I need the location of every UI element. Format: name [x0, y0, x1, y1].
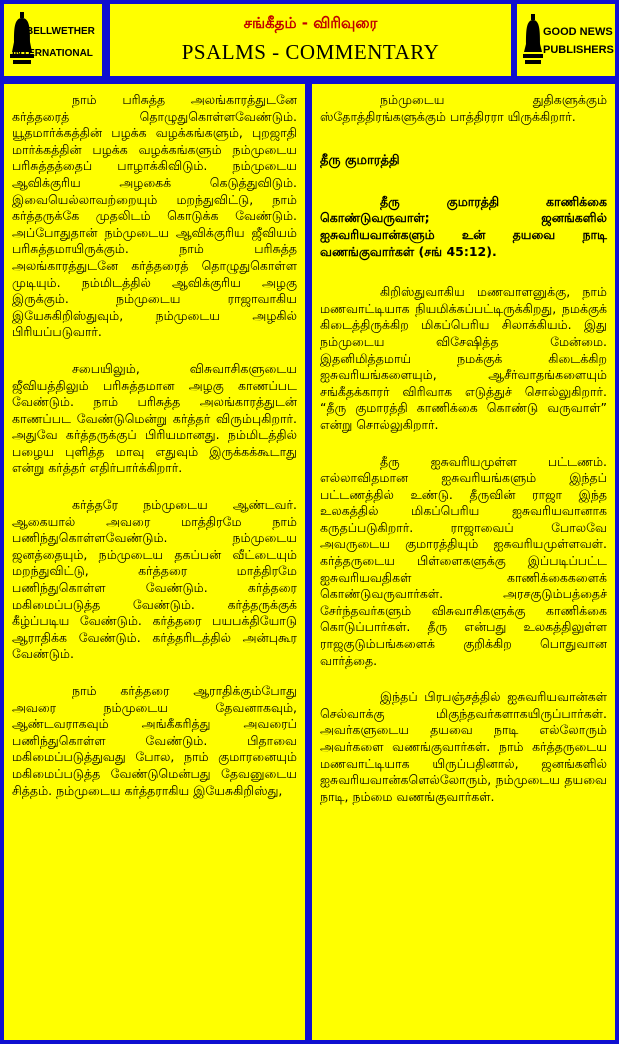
page-title-english: PSALMS - COMMENTARY [181, 40, 440, 64]
bellwether-logo-line2: INTERNATIONAL [12, 48, 93, 59]
right-paragraph-1: கிறிஸ்துவாகிய மணவாளனுக்கு, நாம் மணவாட்டியாக நியமிக்கப்பட்டிருக்கிறது, நமக்குக் கிடைத்திருக்கிற மிகப்பெரிய சிலாக்கியம். இது நம்முடைய விசேஷித்த மேன்மை. இதனிமித்தமாய் நமக்குக் கிடைக்கிற ஐசுவரியங்களையும், ஆசீர்வாதங்களையும் சங்கீதக்காரர் விரிவாக எடுத்துச் சொல்லுகிறார். “தீரு குமாரத்தி காணிக்கை கொண்டு வருவாள்” என்று சொல்லுகிறார். [320, 284, 607, 432]
bellwether-logo-line1: BELLWETHER [26, 26, 95, 37]
left-paragraph-3: கர்த்தரே நம்முடைய ஆண்டவர். ஆகையால் அவரை மாத்திரமே நாம் பணிந்துகொள்ளவேண்டும். நம்முடைய ஜனத்தையும், நம்முடைய தகப்பன் வீட்டையும் மறந்துவிட்டு, கர்த்தரை மாத்திரமே பணிந்துகொள்ள வேண்டும். கர்த்தரை மகிமைப்படுத்த வேண்டும். கர்த்தருக்குக் கீழ்ப்படிய வேண்டும். கர்த்தரை பயபக்தியோடு ஆராதிக்க வேண்டும். கர்த்தரிடத்தில் அன்புகூர வேண்டும். [12, 497, 297, 662]
left-paragraph-4: நாம் கர்த்தரை ஆராதிக்கும்போது அவரை நம்முடைய தேவனாகவும், ஆண்டவராகவும் அங்கீகரித்து அவரைப் பணிந்துகொள்ள வேண்டும். பிதாவை மகிமைப்படுத்துவது போல, நாம் குமாரனையும் மகிமைப்படுத்த வேண்டுமென்பது தேவனுடைய சித்தம். நம்முடைய கர்த்தராகிய இயேசுகிறிஸ்து, [12, 683, 297, 798]
good-news-logo [517, 4, 615, 76]
bellwether-logo [4, 4, 102, 76]
right-paragraph-3: இந்தப் பிரபஞ்சத்தில் ஐசுவரியவான்கள் செல்வாக்கு மிகுந்தவர்களாகயிருப்பார்கள். அவர்களுடைய தயவை நாடி எல்லோரும் அவர்களை வணங்குவார்கள். நாம் கர்த்தருடைய மணவாட்டியாக யிருப்பதினால், ஜனங்களில் ஐசுவரியவான்களெல்லோரும், நம்முடைய தயவை நாடி, நம்மை வணங்குவார்கள். [320, 689, 607, 804]
page-title-tamil: சங்கீதம் - விரிவுரை [243, 14, 378, 32]
page-header [110, 4, 511, 76]
right-continuation: நம்முடைய துதிகளுக்கும் ஸ்தோத்திரங்களுக்கும் பாத்திரரா யிருக்கிறார். [320, 92, 607, 124]
right-column [312, 84, 615, 1040]
good-news-logo-line1: GOOD NEWS [543, 26, 613, 38]
section-heading: தீரு குமாரத்தி [320, 153, 400, 169]
good-news-logo-line2: PUBLISHERS [543, 44, 614, 56]
verse-quote: தீரு குமாரத்தி காணிக்கை கொண்டுவருவாள்; ஜனங்களில் ஐசுவரியவான்களும் உன் தயவை நாடி வணங்குவார்கள் (சங் 45:12). [320, 193, 607, 259]
right-paragraph-2: தீரு ஐசுவரியமுள்ள பட்டணம். எல்லாவிதமான ஐசுவரியங்களும் இந்தப் பட்டணத்தில் உண்டு. தீருவின் ராஜா இந்த உலகத்தில் மிகப்பெரிய ஐசுவரியவானாக கருதப்படுகிறார். ராஜாவைப் போலவே அவருடைய குமாரத்தியும் ஐசுவரியமுள்ளவள். கர்த்தருடைய பிள்ளைகளுக்கு இப்படிப்பட்ட ஐசுவரியவதிகள் காணிக்கைகளைக் கொண்டுவருவார்கள். அரசகுடும்பத்தைச் சேர்ந்தவர்களும் விசுவாசிகளுக்கு காணிக்கை கொடுப்பார்கள். தீரு என்பது உலகத்திலுள்ள ராஜகுடும்பங்களைக் குறிக்கிற பொதுவான வார்த்தை. [320, 453, 607, 668]
left-paragraph-1: நாம் பரிசுத்த அலங்காரத்துடனே கர்த்தரைத் தொழுதுகொள்ளவேண்டும். யூதமார்க்கத்தின் பழக்க வழக்கங்களும், புறஜாதி மார்க்கத்தின் பழக்க வழக்கங்களும் நம்முடைய பரிசுத்தத்தைப் பாழாக்கிவிடும். நம்முடைய ஆவிக்குரிய அழகைக் கெடுத்துவிடும். இவையெல்லாவற்றையும் மறந்துவிட்டு, நாம் கர்த்தருக்கே முதலிடம் கொடுக்க வேண்டும். அப்போதுதான் நம்முடைய ஆவிக்குரிய ஜீவியம் பரிசுத்தமாயிருக்கும். நாம் பரிசுத்த அலங்காரத்துடனே கர்த்தரைத் தொழுதுகொள்ள முடியும். நம்மிடத்தில் ஆவிக்குரிய அழகு இருக்கும். நம்முடைய ராஜாவாகிய இயேசுகிறிஸ்துவும், நம்முடைய அழகில் பிரியப்படுவார். [12, 92, 297, 340]
bell-icon [523, 14, 543, 66]
left-paragraph-2: சபையிலும், விசுவாசிகளுடைய ஜீவியத்திலும் பரிசுத்தமான அழகு காணப்பட வேண்டும். நாம் பரிசுத்த அலங்காரத்துடன் காணப்பட வேண்டுமென்று கர்த்தர் விரும்புகிறார். அதுவே கர்த்தருக்குப் பிரியமானது. நம்மிடத்தில் பழைய புளித்த மாவு எதுவும் இருக்கக்கூடாது என்று கர்த்தர் எதிர்பார்க்கிறார். [12, 360, 297, 476]
left-column [4, 84, 305, 1040]
